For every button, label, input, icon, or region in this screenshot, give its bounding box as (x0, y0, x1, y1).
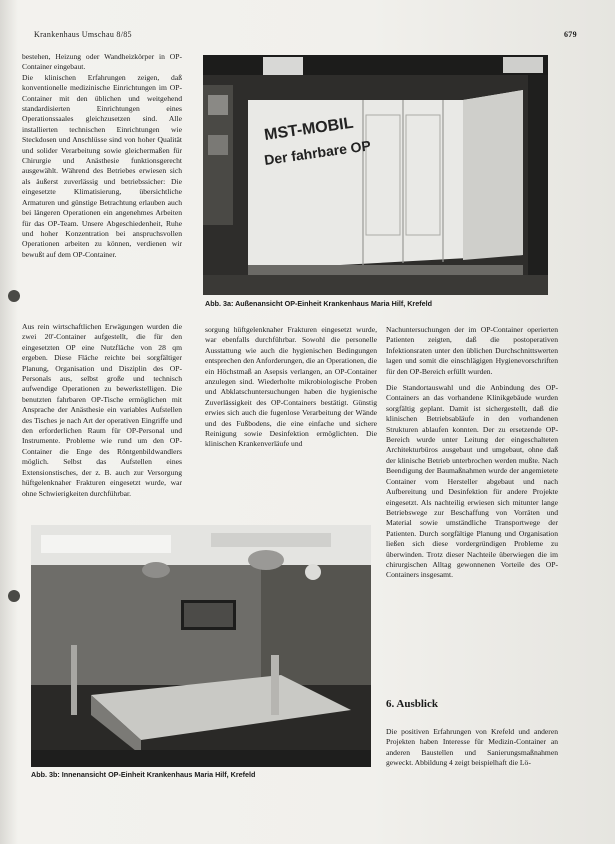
container-sign-line2: Der fahrbare OP (263, 137, 372, 168)
paragraph: Aus rein wirtschaftlichen Erwägungen wurden die zwei 20'-Container aufgestellt, die für den eingesetzten OP eine Nutzfläche von 28 qm ergeben. Diese Fläche reichte bei sorgfältiger Planung, Organisation und Disziplin des OP-Personals aus, selbst große und technisch aufwendige Operationen zu bewerkstelligen. Die benutzten fahrbaren OP-Tische ermöglichen mit Ansprache der Anästhesie ein variables Aufstellen des Tisches je nach Art der operativen Eingriffe und den erforderlichen Raum für OP-Personal und Instrumente. Probleme wie rund um den OP-Container die Enge des Röntgenbildwandlers möglich. Selbst das Aufstellen eines Extensionstisches, der z. B. auch zur Versorgung hüftgelenknaher Frakturen eingesetzt wurde, war ohne Schwierigkeiten durchführbar. (22, 322, 182, 498)
paragraph: Nachuntersuchungen der im OP-Container operierten Patienten zeigten, daß die postoperativen Infektionsraten unter den üblichen Durchschnittswerten lagen und somit die einschlägigen Hygienevorschriften für den OP-Bereich erfüllt wurden. (386, 325, 558, 376)
interior-photo-drawing (31, 525, 371, 767)
paragraph: Die Standortauswahl und die Anbindung des OP-Containers an das vorhandene Klinikgebäude wurden sorgfältig geplant. Damit ist sichergestellt, daß die klinischen Betriebsabläufe in den vorhandenen Strukturen ablaufen konnten. Der zu ersetzende OP-Bereich wurde unter Leitung der eingeschalteten Architekturbüros ausgebaut und umgebaut, ohne daß der klinische Betrieb unterbrochen werden mußte. Nach Beendigung der Baumaßnahmen wurde der angemietete Container vom Hersteller abgebaut und nach Aufbereitung und Desinfektion für andere Projekte eingesetzt. Als nachteilig erwiesen sich mitunter lange Betriebswege zur Beschaffung von Vorräten und Material sowie umständliche Transportwege der Patienten. Durch sorgfältige Planung und Organisation ließen sich diese vordergründigen Probleme zu überwinden. Trotz dieser Nachteile überwiegen die im chirurgischen Alltag gewonnenen Vorteile des OP-Containers insgesamt. (386, 383, 558, 580)
right-column-lower (386, 727, 558, 769)
left-column-upper (22, 52, 182, 317)
paragraph: sorgung hüftgelenknaher Frakturen eingesetzt wurde, war ebenfalls durchführbar. Sowohl die personelle Ausstattung wie auch die hygienischen Bedingungen entsprechen den Anforderungen, die an Operationen, die ein Höchstmaß an Asepsis verlangen, an OP-Container anzulegen sind. Wiederholte mikrobiologische Proben und Abklatschuntersuchungen haben die hygienische Zuverlässigkeit des OP-Containers bestätigt. Günstig erwies sich auch die fugenlose Verarbeitung der Wände und des Fußbodens, die eine einfache und sichere Reinigung sowie Desinfektion ermöglichten. Die klinischen Krankenverläufe und (205, 325, 377, 449)
section-heading: 6. Ausblick (386, 698, 438, 710)
exterior-photo-drawing (203, 55, 548, 295)
paragraph: bestehen, Heizung oder Wandheizkörper in OP-Container eingebaut. (22, 52, 182, 72)
right-column-upper (386, 325, 558, 677)
paragraph: Die klinischen Erfahrungen zeigen, daß konventionelle medizinische Einrichtungen im OP-Container mit den üblichen und weitgehend standardisierten Einrichtungen eines Operationssaales gleichzusetzen sind. Alle installierten technischen Einrichtungen wie Steckdosen und Anschlüsse sind von hoher Qualität und solider Verarbeitung sowie gleichermaßen für Chirurgie und Anästhesie funktionsgerecht ausgewählt. Während des Betriebes erwiesen sich als äußerst zuverlässig und betriebssicher: Die eingesetzte Klimatisierung, übersichtliche Armaturen und günstige Betrachtung erlauben auch bei längeren Operationen ein angenehmes Arbeiten für das OP-Team. Unsere Abgeschiedenheit, Ruhe und hoher Konzentration bei anspruchsvollen Operationen arbeiten zu können, verdienen wir bewußt auf dem OP-Container. (22, 72, 182, 259)
left-column-lower (22, 322, 182, 514)
running-header: Krankenhaus Umschau 8/85 (34, 30, 132, 39)
container-sign-line1: MST-MOBIL (263, 114, 355, 144)
figure-caption: Abb. 3a: Außenansicht OP-Einheit Krankenhaus Maria Hilf, Krefeld (205, 299, 432, 308)
punch-hole (8, 590, 20, 602)
paragraph: Die positiven Erfahrungen von Krefeld und anderen Projekten haben Interesse für Medizin-Container an anderen Baustellen und Sanierungsmaßnahmen geweckt. Abbildung 4 zeigt beispielhaft die Lö- (386, 727, 558, 768)
page-number: 679 (564, 30, 577, 39)
exterior-photo (203, 55, 548, 295)
punch-hole (8, 290, 20, 302)
middle-column (205, 325, 377, 515)
interior-photo (31, 525, 371, 767)
figure-caption: Abb. 3b: Innenansicht OP-Einheit Krankenhaus Maria Hilf, Krefeld (31, 770, 256, 779)
